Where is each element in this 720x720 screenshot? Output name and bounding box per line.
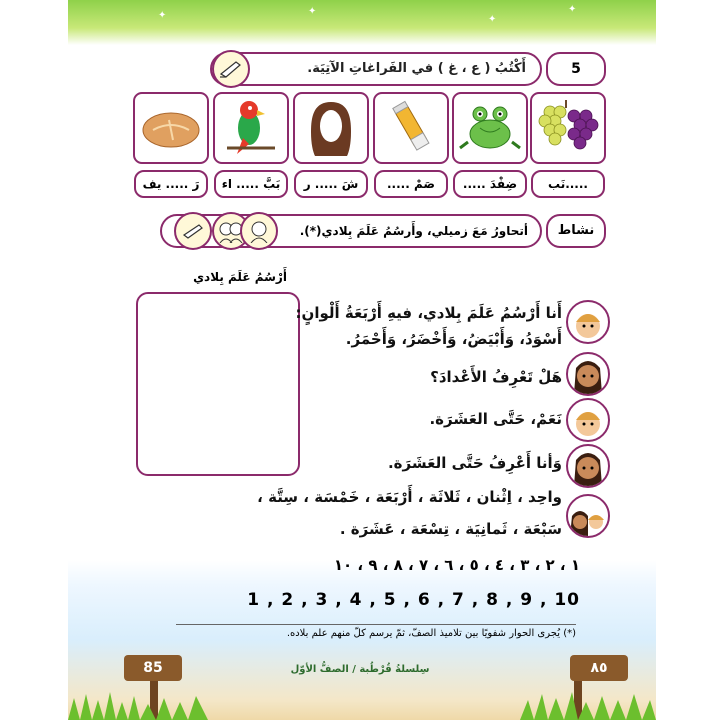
dialogue-line: واحِد ، اِثْنان ، ثَلاثَة ، أَرْبَعَة ، خَمْسَة ، سِتَّة ، bbox=[257, 488, 562, 506]
word-slot-6[interactable]: رَ ..... يف bbox=[134, 170, 208, 198]
word-slot-3[interactable]: صَمْ ..... bbox=[374, 170, 448, 198]
card-bread bbox=[133, 92, 209, 164]
dialogue-line: وَأنا أَعْرِفُ حَتَّى العَشَرَة. bbox=[387, 454, 562, 472]
boy-avatar-icon bbox=[566, 398, 610, 442]
card-frog bbox=[452, 92, 528, 164]
grapes-icon bbox=[536, 98, 600, 158]
footnote-divider bbox=[176, 624, 576, 625]
hair-icon bbox=[299, 98, 363, 158]
word-slot-5[interactable]: بَبَّ ..... اء bbox=[214, 170, 288, 198]
activity-instruction: أتحاورُ مَعَ زميلي، وأَرسُمُ عَلَمَ بِلادي(*). bbox=[299, 224, 528, 238]
pen-hand-icon bbox=[174, 212, 212, 250]
draw-label: أَرْسُمُ عَلَمَ بِلادي bbox=[193, 270, 287, 284]
friends-icon bbox=[240, 212, 278, 250]
sparkle-icon: ✦ bbox=[158, 10, 167, 21]
dialogue-line: أَسْوَدُ، وَأَبْيَضُ، وَأَخْضَرُ، وَأَحْمَرُ. bbox=[345, 330, 562, 348]
arabic-digits: ١ ، ٢ ، ٣ ، ٤ ، ٥ ، ٦ ، ٧ ، ٨ ، ٩ ، ١٠ bbox=[333, 556, 580, 574]
card-hair bbox=[293, 92, 369, 164]
girl-avatar-icon bbox=[566, 444, 610, 488]
exercise-number: 5 bbox=[546, 52, 606, 86]
bread-icon bbox=[139, 98, 203, 158]
page-number-left: 85 bbox=[124, 655, 182, 681]
grass-icon bbox=[68, 690, 208, 720]
sparkle-icon: ✦ bbox=[568, 4, 577, 15]
word-slot-2[interactable]: ضِفْدَ ..... bbox=[453, 170, 527, 198]
card-parrot bbox=[213, 92, 289, 164]
sparkle-icon: ✦ bbox=[488, 14, 497, 25]
exercise-instruction: أَكْتُبُ ( ع ، غ ) في الفَراغاتِ الآتِيَة. bbox=[307, 61, 526, 76]
english-digits: 1 , 2 , 3 , 4 , 5 , 6 , 7 , 8 , 9 , 10 bbox=[247, 590, 580, 610]
exercise-instruction-box bbox=[210, 52, 542, 86]
series-title: سِلسلةُ قُرْطُبة / الصفُّ الأوّل bbox=[290, 664, 430, 675]
boy-avatar-icon bbox=[566, 300, 610, 344]
grass-icon bbox=[520, 690, 656, 720]
activity-label: نشاط bbox=[546, 214, 606, 248]
dialogue-line: سَبْعَة ، ثَمانِيَة ، تِسْعَة ، عَشَرَة . bbox=[339, 520, 562, 538]
card-grapes bbox=[530, 92, 606, 164]
page-number-right: ٨٥ bbox=[570, 655, 628, 681]
glue-stick-icon bbox=[379, 98, 443, 158]
drawing-area[interactable] bbox=[136, 292, 300, 476]
parrot-icon bbox=[219, 98, 283, 158]
dialogue-line: أَنا أَرْسُمُ عَلَمَ بِلادي، فيهِ أَرْبَعَةُ أَلْوانٍ: bbox=[295, 304, 562, 322]
dialogue-line: نَعَمْ، حَتَّى العَشَرَة. bbox=[429, 410, 562, 428]
word-slot-4[interactable]: شَ ..... ر bbox=[294, 170, 368, 198]
sparkle-icon: ✦ bbox=[308, 6, 317, 17]
footnote: (*) يُجرى الحوار شفويًا بين تلاميذ الصفّ، ثمّ يرسم كلّ منهم علم بلاده. bbox=[286, 628, 576, 639]
writing-hand-icon bbox=[212, 50, 250, 88]
girl-avatar-icon bbox=[566, 352, 610, 396]
children-pair-avatar-icon bbox=[566, 494, 610, 538]
dialogue-line: هَلْ تَعْرِفُ الأَعْدادَ؟ bbox=[430, 368, 562, 386]
word-slot-1[interactable]: .....نَب bbox=[531, 170, 605, 198]
card-glue bbox=[373, 92, 449, 164]
frog-icon bbox=[458, 98, 522, 158]
